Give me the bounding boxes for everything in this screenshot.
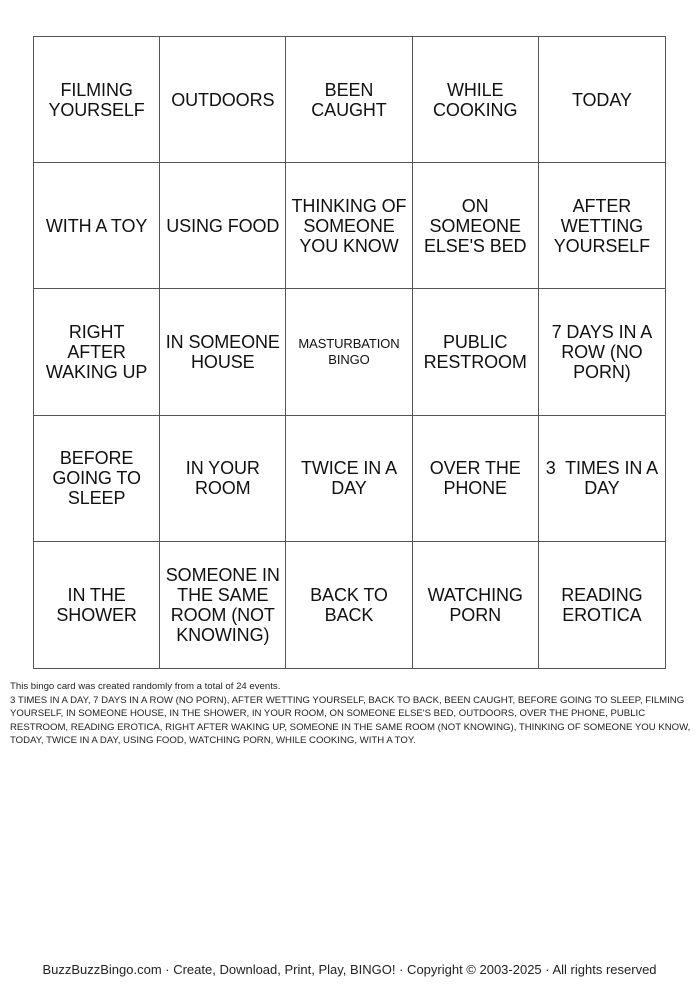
bingo-cell: USING FOOD: [160, 163, 286, 289]
description-summary: This bingo card was created randomly from a total of 24 events.: [10, 681, 281, 692]
bingo-cell: SOMEONE IN THE SAME ROOM (NOT KNOWING): [160, 542, 286, 668]
bingo-cell: OUTDOORS: [160, 37, 286, 163]
bingo-cell: WITH A TOY: [34, 163, 160, 289]
bingo-cell: READING EROTICA: [561, 584, 648, 625]
bingo-cell: AFTER WETTING YOURSELF: [539, 163, 665, 289]
bingo-card: [33, 36, 666, 669]
bingo-cell: 3 TIMES IN A DAY: [539, 416, 665, 542]
footer-text: BuzzBuzzBingo.com · Create, Download, Print, Play, BINGO! · Copyright © 2003-2025 · All rights reserved: [42, 962, 657, 977]
bingo-cell: PUBLIC RESTROOM: [413, 289, 539, 415]
bingo-cell: BACK TO BACK: [286, 542, 412, 668]
bingo-cell: WATCHING PORN: [413, 542, 539, 668]
bingo-cell: IN SOMEONE HOUSE: [160, 289, 286, 415]
card-description: [10, 680, 695, 748]
bingo-cell: TWICE IN A DAY: [286, 416, 412, 542]
bingo-cell: BEFORE GOING TO SLEEP: [34, 416, 160, 542]
footer: [0, 962, 699, 977]
bingo-cell: ON SOMEONE ELSE'S BED: [413, 163, 539, 289]
bingo-cell: IN YOUR ROOM: [160, 416, 286, 542]
bingo-cell: OVER THE PHONE: [413, 416, 539, 542]
bingo-cell: TODAY: [539, 37, 665, 163]
bingo-cell: 7 DAYS IN A ROW (NO PORN): [539, 289, 665, 415]
bingo-cell: BEEN CAUGHT: [286, 37, 412, 163]
bingo-free-cell: MASTURBATION BINGO: [286, 289, 412, 415]
bingo-cell: IN THE SHOWER: [34, 542, 160, 668]
description-events-list: 3 TIMES IN A DAY, 7 DAYS IN A ROW (NO PORN), AFTER WETTING YOURSELF, BACK TO BACK, BEEN CAUGHT, BEFORE GOING TO SLEEP, FILMING YOURSELF, IN SOMEONE HOUSE, IN THE SHOWER, IN YOUR ROOM, ON SOMEONE ELSE'S BED, OUTDOORS, OVER THE PHONE, PUBLIC RESTROOM, READING EROTICA, RIGHT AFTER WAKING UP, SOMEONE IN THE SAME ROOM (NOT KNOWING), THINKING OF SOMEONE YOU KNOW, TODAY, TWICE IN A DAY, USING FOOD, WATCHING PORN, WHILE COOKING, WITH A TOY.: [10, 694, 691, 747]
bingo-cell: FILMING YOURSELF: [34, 37, 160, 163]
bingo-cell: THINKING OF SOMEONE YOU KNOW: [286, 163, 412, 289]
bingo-cell: RIGHT AFTER WAKING UP: [34, 289, 160, 415]
bingo-cell: WHILE COOKING: [413, 37, 539, 163]
